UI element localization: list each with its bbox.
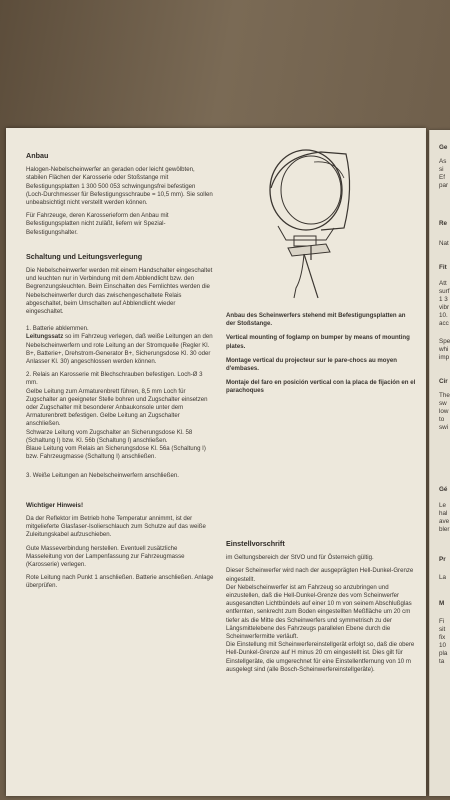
- next-page-text: imp: [439, 354, 450, 361]
- step-2: 2. Relais an Karosserie mit Blechschrauben befestigen. Loch-Ø 3 mm.: [26, 371, 203, 387]
- step-3: 3. Weiße Leitungen an Nebelscheinwerfern anschließen.: [26, 471, 179, 479]
- next-page-text: La: [439, 574, 447, 581]
- next-page-text: 10: [439, 642, 447, 649]
- next-page-text: si: [439, 166, 444, 173]
- next-page-text: bler: [439, 526, 450, 533]
- next-page-text: sw: [439, 400, 447, 407]
- next-page-text: hal: [439, 510, 448, 517]
- anbau-paragraph-1: Halogen-Nebelscheinwerfer an geraden oder leicht gewölbten, stabilen Flächen der Karosserie oder Stoßstange mit Befestigungsplatten 1 300 500 053 schwingungsfrei befestigen (Loch-Durchmesser für Befestigungsschraube = 10,5 mm). Sie sollen unbeabsichtigt nicht verstellt werden können.: [26, 166, 213, 207]
- next-page-text: Le: [439, 502, 447, 509]
- caption-es: Montaje del faro en posición vertical con la placa de fijación en el parachoques: [226, 379, 416, 395]
- step-2-blaue: Blaue Leitung vom Relais an Sicherungsdose Kl. 56a (Schaltung I) bzw. Fahrzeugmasse (Schaltung I) anschließen.: [26, 445, 206, 461]
- next-page-text: 1 3: [439, 296, 448, 303]
- next-page-text: sit: [439, 626, 446, 633]
- next-page-text: ave: [439, 518, 450, 525]
- step-1: 1. Batterie abklemmen.: [26, 325, 89, 333]
- next-page-text: to: [439, 416, 445, 423]
- leitungssatz-label: Leitungssatz: [26, 333, 64, 341]
- next-page-text: Spe: [439, 338, 450, 345]
- heading-hinweis: Wichtiger Hinweis!: [26, 501, 84, 509]
- next-page-text: surf: [439, 288, 450, 295]
- next-page-heading: Ge: [439, 144, 448, 151]
- final-paragraph: Rote Leitung nach Punkt 1 anschließen. Batterie anschließen. Anlage überprüfen.: [26, 574, 214, 590]
- einstell-paragraph-2: Dieser Scheinwerfer wird nach der ausgeprägten Hell-Dunkel-Grenze eingestellt.: [226, 567, 414, 583]
- caption-fr: Montage vertical du projecteur sur le pare-chocs au moyen d'embases.: [226, 356, 398, 373]
- next-page-text: par: [439, 182, 449, 189]
- next-page-sheet: [429, 130, 450, 796]
- caption-en: Vertical mounting of foglamp on bumper by means of mounting plates.: [226, 334, 410, 350]
- right-column: [226, 540, 422, 679]
- next-page-text: swi: [439, 424, 449, 431]
- heading-anbau: Anbau: [26, 151, 49, 160]
- page-edge: [429, 130, 430, 796]
- anbau-paragraph-2: Für Fahrzeuge, deren Karosserieform den Anbau mit Befestigungsplatten nicht zuläßt, liefern wir Spezial-Befestigungshalter.: [26, 212, 169, 236]
- foglamp-mounting-illustration: [226, 148, 396, 300]
- einstell-paragraph-4: Die Einstellung mit Scheinwerfereinstellgerät erfolgt so, daß die obere Hell-Dunkel-Grenze auf H minus 20 cm eingestellt ist. Dies gilt für Einstellgeräte, die umgerechnet für eine Einstellentfernung von 10 m ausgelegt sind (alle Bosch-Scheinwerfereinstellgeräte).: [226, 641, 415, 673]
- heading-einstellvorschrift: Einstellvorschrift: [226, 539, 285, 548]
- next-page-text: 10.: [439, 312, 448, 319]
- next-page-text: acc: [439, 320, 449, 327]
- next-page-text: The: [439, 392, 450, 399]
- next-page-text: low: [439, 408, 449, 415]
- einstell-paragraph-1: im Geltungsbereich der StVO und für Österreich gültig.: [226, 554, 374, 562]
- next-page-text: Att: [439, 280, 447, 287]
- step-2-schwarze: Schwarze Leitung vom Zugschalter an Sicherungsdose Kl. 58 (Schaltung I) bzw. Kl. 56b (Schaltung I) anschließen.: [26, 428, 193, 444]
- next-page-text: As: [439, 158, 447, 165]
- masse-paragraph: Gute Masseverbindung herstellen. Eventuell zusätzliche Masseleitung von der Lampenfassung zur Fahrzeugmasse (Karosserie) verlegen.: [26, 544, 185, 568]
- next-page-text: pla: [439, 650, 448, 657]
- next-page-text: Nat: [439, 240, 449, 247]
- schaltung-paragraph: Die Nebelscheinwerfer werden mit einem Handschalter eingeschaltet und leuchten nur in Verbindung mit dem Abblendlicht bzw. den Begrenzungsleuchten. Beim Einschalten des Fernlichtes werden die Nebelscheinwerfer durch das zwischengeschaltete Relais abgeschaltet, beim Umschalten auf Abblendlicht wieder eingeschaltet.: [26, 267, 213, 316]
- instruction-sheet: [6, 128, 426, 796]
- next-page-text: Ef: [439, 174, 445, 181]
- caption-de: Anbau des Scheinwerfers stehend mit Befestigungsplatten an der Stoßstange.: [226, 312, 406, 328]
- hinweis-paragraph: Da der Reflektor im Betrieb hohe Temperatur annimmt, ist der mitgelieferte Glasfaser-Isolierschlauch zum Schutze auf das weiße Zuleitungskabel aufzuschieben.: [26, 514, 206, 539]
- next-page-heading: Gé: [439, 486, 448, 493]
- next-page-text: vibr: [439, 304, 450, 311]
- next-page-heading: M: [439, 600, 445, 607]
- next-page-heading: Fit: [439, 264, 447, 271]
- next-page-text: ta: [439, 658, 445, 665]
- next-page-heading: Re: [439, 220, 448, 227]
- next-page-text: fix: [439, 634, 446, 641]
- heading-schaltung: Schaltung und Leitungsverlegung: [26, 251, 143, 261]
- step-1-text: so im Fahrzeug verlegen, daß weiße Leitungen an den Nebelscheinwerfern und rote Leitung an der Stromquelle (Regler Kl. B+, Batterie+, Drehstrom-Generator B+, Sicherungsdose Kl. 30 oder Anlasser Kl. 30) angeschlossen werden können.: [26, 333, 213, 366]
- next-page-text: Fi: [439, 618, 445, 625]
- einstell-paragraph-3: Der Nebelscheinwerfer ist am Fahrzeug so anzubringen und einzustellen, daß die Hell-Dunkel-Grenze des vom Scheinwerfer ausgesandten Lichtbündels auf einer 10 m von seinem Abschlußglas entfernten, senkrecht zum Boden eingestellten Meßfläche um 20 cm tiefer als die Mitte des Scheinwerfers und symmetrisch zu der Längsmittelebene des Fahrzeugs parallelen Ebene durch die Scheinwerfermitte verläuft.: [226, 583, 412, 641]
- left-column: [26, 152, 214, 596]
- step-1-body: [26, 333, 214, 366]
- step-2-gelbe: Gelbe Leitung zum Armaturenbrett führen, 8,5 mm Loch für Zugschalter an geeigneter Stelle bohren und Zugschalter einsetzen oder Zugschalter mit besonderer Anbaukonsole unter dem Armaturenbrett befestigen. Gelbe Leitung an Zugschalter anschließen.: [26, 387, 208, 428]
- figure-captions: [226, 312, 416, 402]
- next-page-heading: Pr: [439, 556, 446, 563]
- next-page-text: whi: [439, 346, 449, 353]
- next-page-heading: Cir: [439, 378, 448, 385]
